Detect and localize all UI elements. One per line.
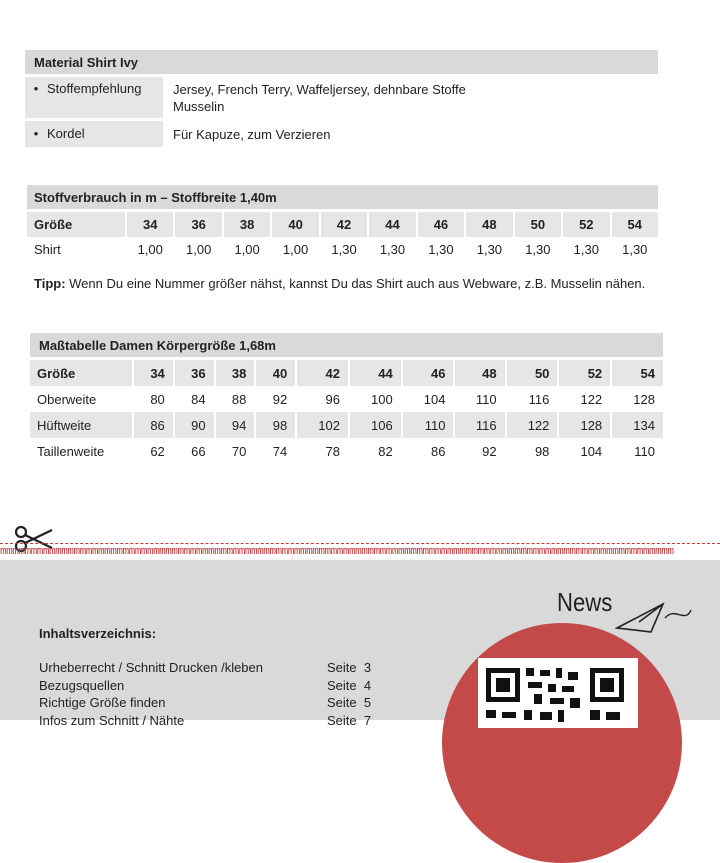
size-header-cell: 52 — [559, 360, 610, 386]
row-label: Oberweite — [30, 386, 132, 412]
bullet-icon: • — [33, 126, 39, 141]
tip-text: Tipp: Wenn Du eine Nummer größer nähst, kannst Du das Shirt auch aus Webware, z.B. Musselin nähen. — [34, 276, 646, 291]
material-value: Für Kapuze, zum Verzieren — [173, 127, 331, 142]
value-cell: 82 — [350, 438, 401, 464]
value-cell: 100 — [350, 386, 401, 412]
value-cell: 1,30 — [369, 237, 415, 262]
size-header-cell: 36 — [175, 360, 214, 386]
newsletter-qr-code[interactable] — [478, 658, 638, 728]
table-row — [30, 438, 663, 464]
value-cell: 106 — [350, 412, 401, 438]
toc-item-page: Seite 7 — [327, 712, 372, 728]
value-cell: 122 — [559, 386, 610, 412]
toc-item-page: Seite 4 — [327, 677, 372, 693]
row-label: Shirt — [27, 237, 125, 262]
value-cell: 70 — [216, 438, 255, 464]
bottom-panel — [0, 560, 720, 728]
measurement-section — [30, 333, 663, 464]
value-cell: 116 — [455, 412, 504, 438]
toc-title: Inhaltsverzeichnis: — [39, 626, 157, 641]
fabric-usage-table — [27, 212, 658, 262]
toc-item[interactable] — [39, 713, 371, 731]
value-cell: 94 — [216, 412, 255, 438]
size-header-row — [27, 212, 658, 237]
toc-item-title: Richtige Größe finden — [39, 695, 166, 710]
material-title: Material Shirt Ivy — [25, 50, 658, 74]
size-header-cell: 50 — [515, 212, 561, 237]
toc-item-page: Seite 3 — [327, 660, 372, 675]
value-cell: 86 — [134, 412, 173, 438]
size-header-cell: 44 — [369, 212, 415, 237]
value-cell: 102 — [297, 412, 348, 438]
value-cell: 1,30 — [466, 237, 512, 262]
toc-item-title: Infos zum Schnitt / Nähte — [39, 712, 185, 728]
row-label: Hüftweite — [30, 412, 132, 438]
size-header-cell: 46 — [418, 212, 464, 237]
value-cell: 1,00 — [127, 237, 173, 262]
table-row — [27, 237, 658, 262]
size-header-cell: 44 — [350, 360, 401, 386]
size-header-cell: 34 — [134, 360, 173, 386]
material-value: Jersey, French Terry, Waffeljersey, dehnbare Stoffe Musselin — [173, 82, 466, 114]
value-cell: 1,00 — [175, 237, 221, 262]
measurement-title: Maßtabelle Damen Körpergröße 1,68m — [30, 333, 663, 357]
toc-item-title: Urheberrecht / Schnitt Drucken /kleben — [39, 660, 263, 675]
toc-item[interactable] — [39, 678, 371, 696]
material-row — [25, 77, 658, 118]
value-cell: 74 — [256, 438, 295, 464]
value-cell: 1,00 — [272, 237, 318, 262]
value-cell: 128 — [612, 386, 663, 412]
size-header-cell: 34 — [127, 212, 173, 237]
news-label: News — [557, 587, 613, 617]
value-cell: 1,30 — [563, 237, 609, 262]
size-header-cell: 40 — [256, 360, 295, 386]
value-cell: 1,00 — [224, 237, 270, 262]
material-section — [25, 50, 658, 147]
size-header-label: Größe — [30, 360, 132, 386]
value-cell: 98 — [256, 412, 295, 438]
value-cell: 90 — [175, 412, 214, 438]
value-cell: 104 — [403, 386, 454, 412]
toc-item[interactable] — [39, 695, 371, 713]
size-header-label: Größe — [27, 212, 125, 237]
size-header-cell: 38 — [216, 360, 255, 386]
value-cell: 134 — [612, 412, 663, 438]
value-cell: 78 — [297, 438, 348, 464]
value-cell: 86 — [403, 438, 454, 464]
value-cell: 110 — [612, 438, 663, 464]
value-cell: 66 — [175, 438, 214, 464]
size-header-row — [30, 360, 663, 386]
value-cell: 80 — [134, 386, 173, 412]
size-header-cell: 54 — [612, 360, 663, 386]
value-cell: 62 — [134, 438, 173, 464]
size-header-cell: 42 — [321, 212, 367, 237]
fabric-usage-section — [27, 185, 658, 291]
size-header-cell: 36 — [175, 212, 221, 237]
row-label: Taillenweite — [30, 438, 132, 464]
value-cell: 122 — [507, 412, 558, 438]
toc-item-title: Bezugsquellen — [39, 677, 125, 693]
value-cell: 1,30 — [321, 237, 367, 262]
material-label: • Kordel — [25, 121, 163, 147]
paper-plane-icon — [615, 598, 695, 643]
size-header-cell: 38 — [224, 212, 270, 237]
value-cell: 104 — [559, 438, 610, 464]
size-header-cell: 40 — [272, 212, 318, 237]
size-header-cell: 48 — [455, 360, 504, 386]
fabric-usage-title: Stoffverbrauch in m – Stoffbreite 1,40m — [27, 185, 658, 209]
size-header-cell: 50 — [507, 360, 558, 386]
value-cell: 92 — [455, 438, 504, 464]
value-cell: 84 — [175, 386, 214, 412]
table-row — [30, 412, 663, 438]
size-header-cell: 48 — [466, 212, 512, 237]
bullet-icon: • — [33, 81, 39, 96]
toc-item-page: Seite 5 — [327, 695, 372, 710]
value-cell: 116 — [507, 386, 558, 412]
value-cell: 88 — [216, 386, 255, 412]
value-cell: 128 — [559, 412, 610, 438]
toc-item[interactable] — [39, 660, 371, 678]
value-cell: 1,30 — [418, 237, 464, 262]
material-label: • Stoffempfehlung — [25, 77, 163, 118]
value-cell: 98 — [507, 438, 558, 464]
value-cell: 1,30 — [612, 237, 658, 262]
table-row — [30, 386, 663, 412]
material-row — [25, 121, 658, 147]
measurement-table — [30, 360, 663, 464]
cut-line: mmmmmmmmmmmmmmmmmmmmmmmmmmmmmmmmmmmmmmmmmmmmmmmmmmmmmmmmmmmmmmmmmmmmmmmmmmmmmmmmmmmmmmmmmmmmmmmmmmmmmmmmmmmmmm — [0, 543, 720, 558]
value-cell: 110 — [455, 386, 504, 412]
value-cell: 110 — [403, 412, 454, 438]
value-cell: 1,30 — [515, 237, 561, 262]
size-header-cell: 54 — [612, 212, 658, 237]
size-header-cell: 52 — [563, 212, 609, 237]
size-header-cell: 42 — [297, 360, 348, 386]
value-cell: 96 — [297, 386, 348, 412]
value-cell: 92 — [256, 386, 295, 412]
size-header-cell: 46 — [403, 360, 454, 386]
